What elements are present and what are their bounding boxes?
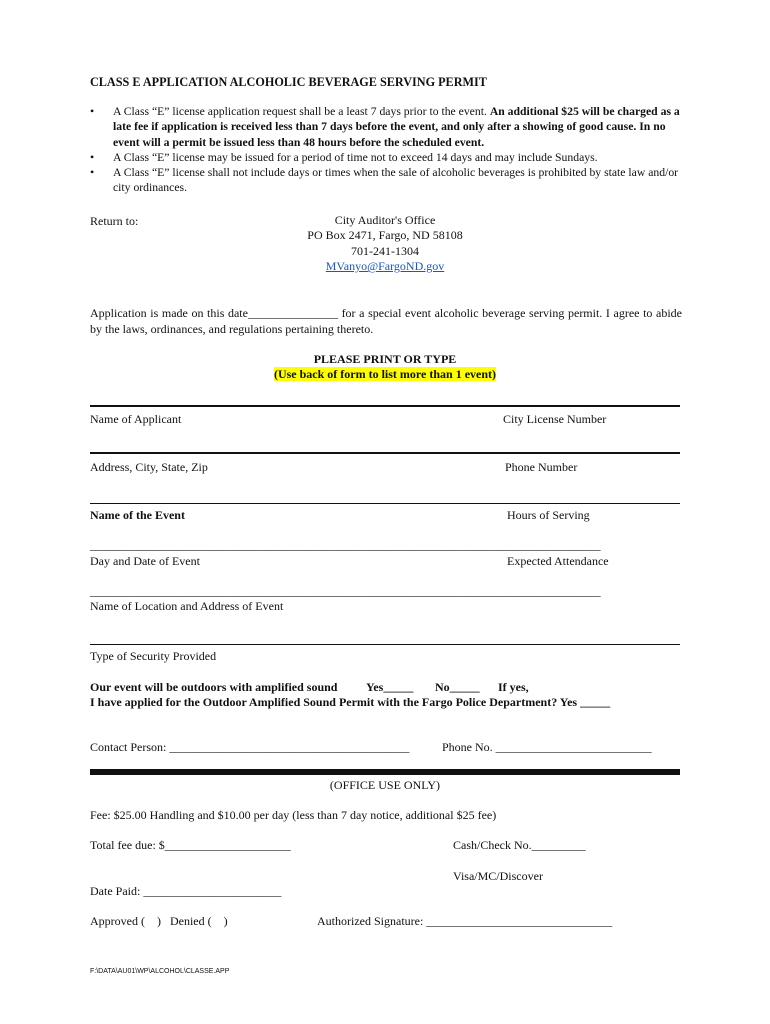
outdoor-no-option[interactable]: No_____ (435, 680, 480, 694)
late-fee-note: A Class “E” license application request shall be a least 7 days prior to the event. (113, 105, 487, 118)
authorized-signature-field: Authorized Signature: _______________________________ (317, 914, 613, 928)
cash-check-field: Cash/Check No._________ (453, 838, 586, 852)
hours-of-serving-label: Hours of Serving (507, 508, 590, 522)
back-of-form-note: (Use back of form to list more than 1 event) (273, 367, 497, 381)
location-underline: ________________________________________________________________________________________ (90, 584, 601, 598)
form-title: CLASS E APPLICATION ALCOHOLIC BEVERAGE SERVING PERMIT (90, 75, 487, 89)
office-email-link[interactable]: MVanyo@FargoND.gov (325, 259, 445, 274)
phone-number-label: Phone Number (505, 460, 578, 474)
total-fee-field: Total fee due: $_____________________ (90, 838, 291, 852)
applicant-name-label: Name of Applicant (90, 412, 182, 426)
security-label: Type of Security Provided (90, 649, 217, 663)
amplified-permit-question: I have applied for the Outdoor Amplified Sound Permit with the Fargo Police Department? Yes _____ (90, 695, 611, 709)
event-name-label: Name of the Event (90, 508, 185, 522)
requirement-item: • A Class “E” license may be issued for a period of time not to exceed 14 days and may include Sundays. (90, 150, 682, 165)
expected-attendance-label: Expected Attendance (507, 554, 609, 568)
office-name: City Auditor's Office (334, 213, 436, 227)
event-name-line (90, 503, 680, 504)
requirement-item (90, 104, 682, 150)
outdoor-sound-question: Our event will be outdoors with amplified sound (90, 680, 338, 694)
card-type-label: Visa/MC/Discover (453, 869, 543, 883)
requirements-list (90, 104, 682, 196)
office-use-heading: (OFFICE USE ONLY) (329, 778, 441, 792)
city-license-label: City License Number (503, 412, 607, 426)
date-paid-field: Date Paid: _______________________ (90, 884, 282, 898)
file-path-footer: F:\DATA\AU01\WP\ALCOHOL\CLASSE.APP (90, 968, 230, 975)
address-label: Address, City, State, Zip (90, 460, 208, 474)
requirement-item: • A Class “E” license shall not include days or times when the sale of alcoholic beverages is prohibited by state law and/or city ordinances. (90, 165, 682, 196)
address-line (90, 452, 680, 454)
office-address: PO Box 2471, Fargo, ND 58108 (307, 228, 463, 243)
outdoor-yes-option[interactable]: Yes_____ (366, 680, 414, 694)
print-heading: PLEASE PRINT OR TYPE (313, 352, 457, 366)
contact-phone-field[interactable]: Phone No. __________________________ (442, 740, 652, 754)
return-address-block (235, 213, 535, 275)
fee-text: Fee: $25.00 Handling and $10.00 per day (less than 7 day notice, additional $25 fee) (90, 808, 497, 822)
late-fee-bold-note: An additional $25 will be charged as a late fee if application is received less than 7 days before the event, and only after a showing of good cause. In no event will a permit be issued less than 48 hours before the scheduled event. (113, 105, 680, 149)
security-line (90, 644, 680, 645)
approval-status: Approved ( ) Denied ( ) (90, 914, 228, 928)
office-use-divider (90, 769, 680, 775)
if-yes-label: If yes, (498, 680, 529, 694)
application-statement: Application is made on this date_______________ for a special event alcoholic beverage serving permit. I agree to abide by the laws, ordinances, and regulations pertaining thereto. (90, 306, 682, 336)
event-date-underline: ________________________________________________________________________________________ (90, 538, 601, 552)
contact-person-field[interactable]: Contact Person: ________________________________________ (90, 740, 410, 754)
day-date-label: Day and Date of Event (90, 554, 200, 568)
applicant-line (90, 405, 680, 407)
return-to-label: Return to: (90, 214, 139, 228)
location-label: Name of Location and Address of Event (90, 599, 284, 613)
office-phone: 701-241-1304 (351, 243, 419, 258)
